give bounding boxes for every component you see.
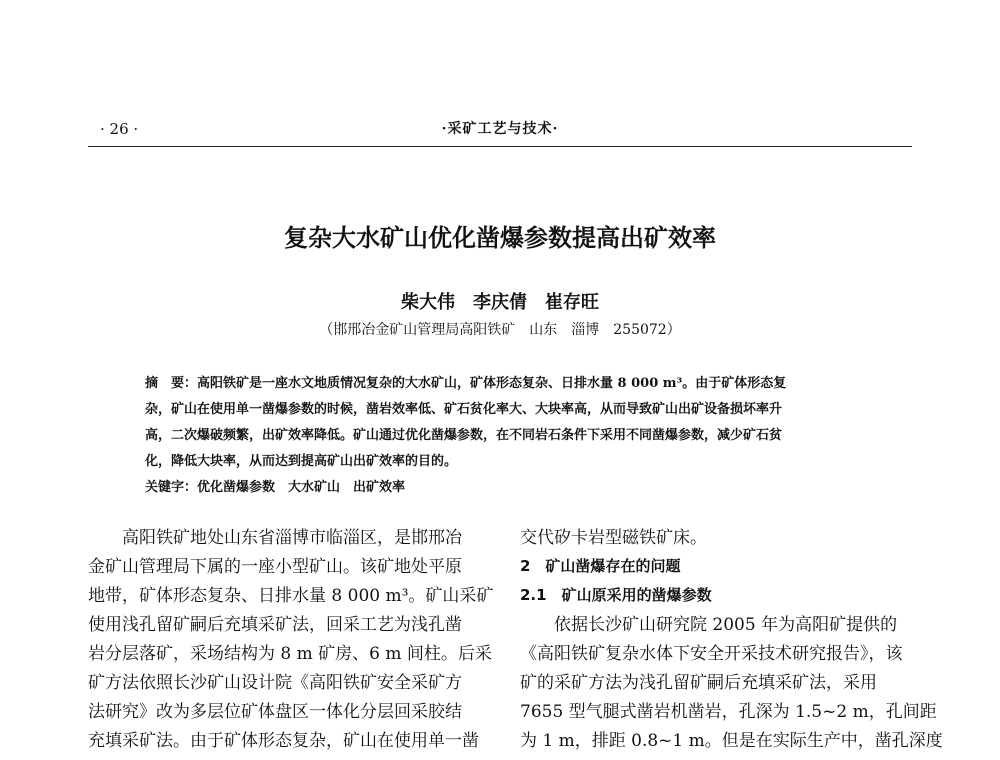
abstract-line: 高，二次爆破频繁，出矿效率降低。矿山通过优化凿爆参数，在不同岩石条件下采用不同凿爆参数，减少矿石贫: [145, 428, 783, 443]
paper-title: 复杂大水矿山优化凿爆参数提高出矿效率: [284, 224, 716, 252]
body-line: 地带，矿体形态复杂、日排水量 8 000 m³。矿山采矿: [88, 586, 494, 606]
body-line: 使用浅孔留矿嗣后充填采矿法，回采工艺为浅孔凿: [88, 615, 462, 635]
journal-section: ·采矿工艺与技术·: [441, 121, 559, 137]
body-line: 为 1 m，排距 0.8~1 m。但是在实际生产中，凿孔深度: [520, 731, 943, 751]
page-number: · 26 ·: [100, 120, 139, 138]
body-line: 岩分层落矿，采场结构为 8 m 矿房、6 m 间柱。后采: [88, 644, 492, 664]
body-line: 依据长沙矿山研究院 2005 年为高阳矿提供的: [520, 615, 898, 635]
section-heading: 2 矿山凿爆存在的问题: [520, 557, 681, 575]
header-rule: [88, 146, 912, 147]
body-line: 法研究》改为多层位矿体盘区一体化分层回采胶结: [88, 702, 462, 722]
body-line: 《高阳铁矿复杂水体下安全开采技术研究报告》，该: [520, 644, 903, 664]
body-line: 充填采矿法。由于矿体形态复杂，矿山在使用单一凿: [88, 731, 479, 751]
body-line: 交代矽卡岩型磁铁矿床。: [520, 528, 707, 548]
body-line: 金矿山管理局下属的一座小型矿山。该矿地处平原: [88, 557, 462, 577]
body-line: 高阳铁矿地处山东省淄博市临淄区，是邯邢冶: [88, 528, 462, 548]
body-line: 7655 型气腿式凿岩机凿岩，孔深为 1.5~2 m，孔间距: [520, 702, 937, 722]
keywords: 关键字：优化凿爆参数 大水矿山 出矿效率: [145, 480, 406, 495]
abstract-line: 摘 要：高阳铁矿是一座水文地质情况复杂的大水矿山，矿体形态复杂、日排水量 8 000 m³。由于矿体形态复: [145, 376, 787, 391]
body-line: 矿方法依照长沙矿山设计院《高阳铁矿安全采矿方: [88, 673, 462, 693]
abstract-line: 杂，矿山在使用单一凿爆参数的时候，凿岩效率低、矿石贫化率大、大块率高，从而导致矿山出矿设备损坏率升: [145, 402, 783, 417]
abstract-line: 化，降低大块率，从而达到提高矿山出矿效率的目的。: [145, 454, 458, 469]
body-line: 矿的采矿方法为浅孔留矿嗣后充填采矿法，采用: [520, 673, 877, 693]
affiliation: （邯邢冶金矿山管理局高阳铁矿 山东 淄博 255072）: [319, 322, 681, 338]
authors: 柴大伟 李庆倩 崔存旺: [401, 292, 599, 313]
subsection-heading: 2.1 矿山原采用的凿爆参数: [520, 586, 712, 604]
